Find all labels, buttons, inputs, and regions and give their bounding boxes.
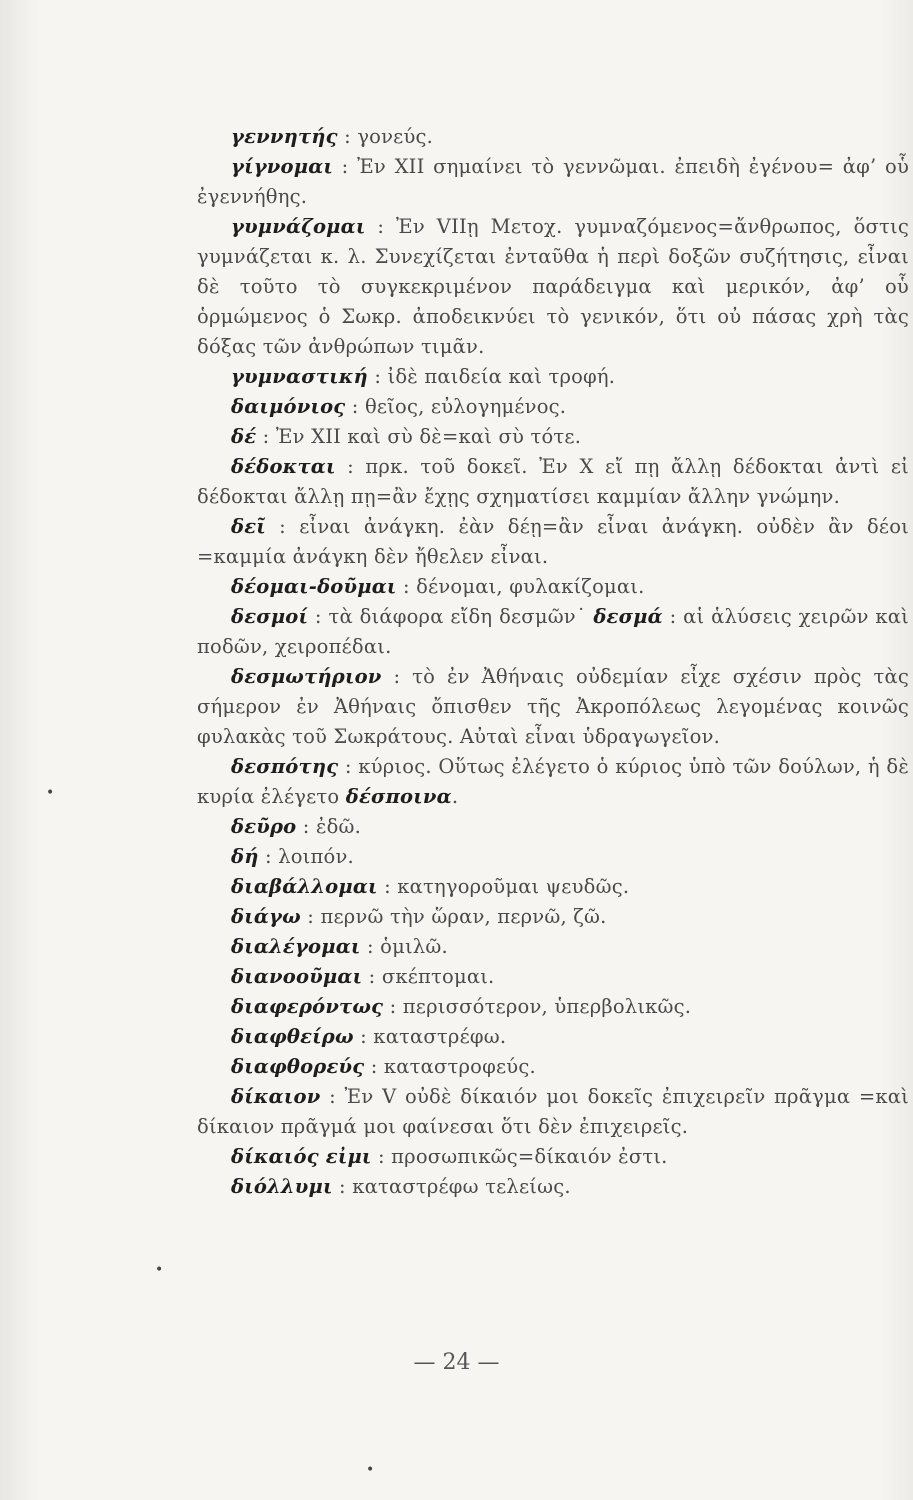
headword: δέ (231, 425, 257, 448)
headword: διαφθορεύς (231, 1055, 365, 1078)
definition: : εἶναι ἀνάγκη. ἐὰν δέῃ=ἂν εἶναι ἀνάγκη. οὐδὲν ἂν δέοι =καμμία ἀνάγκη δὲν ἤθελεν εἶναι. (197, 515, 909, 568)
definition: : λοιπόν. (258, 845, 354, 868)
headword-secondary: δέσποινα (345, 785, 452, 808)
glossary-entry (197, 1052, 909, 1082)
headword: διανοοῦμαι (231, 965, 363, 988)
definition: : πρκ. τοῦ δοκεῖ. Ἐν X εἴ πῃ ἄλλῃ δέδοκται ἀντὶ εἰ δέδοκται ἄλλῃ πῃ=ἂν ἔχῃς σχηματίσει καμμίαν ἄλλην γνώμην. (197, 455, 909, 508)
headword: διαφθείρω (231, 1025, 354, 1048)
glossary-entry (197, 422, 909, 452)
definition: : καταστρέφω. (353, 1025, 507, 1048)
headword: διάγω (231, 905, 301, 928)
headword: δεῦρο (231, 815, 297, 838)
glossary-text (197, 122, 909, 1202)
glossary-entry (197, 362, 909, 392)
definition: : δένομαι, φυλακίζομαι. (396, 575, 645, 598)
margin-dot-icon: • (46, 785, 55, 801)
glossary-entry (197, 1022, 909, 1052)
headword: διαλέγομαι (231, 935, 361, 958)
glossary-entry (197, 962, 909, 992)
definition: : τὸ ἐν Ἀθήναις οὐδεμίαν εἶχε σχέσιν πρὸς τὰς σήμερον ἐν Ἀθήναις ὄπισθεν τῆς Ἀκροπόλεως λεγομένας κοινῶς φυλακὰς τοῦ Σωκράτους. Αὐταὶ εἶναι ὑδραγωγεῖον. (197, 665, 909, 748)
headword: διαβάλλομαι (231, 875, 378, 898)
glossary-entry (197, 812, 909, 842)
headword: γυμνάζομαι (231, 215, 366, 238)
headword: δή (231, 845, 259, 868)
headword: δαιμόνιος (231, 395, 346, 418)
definition: : ὁμιλῶ. (360, 935, 448, 958)
headword: δέομαι-δοῦμαι (231, 575, 397, 598)
headword: γεννητής (231, 125, 338, 148)
definition: : Ἐν VIIῃ Μετοχ. γυμναζόμενος=ἄνθρωπος, ὅστις γυμνάζεται κ. λ. Συνεχίζεται ἐνταῦθα ἡ περὶ δοξῶν συζήτησις, εἶναι δὲ τοῦτο τὸ συγκεκριμένον παράδειγμα καὶ μερικόν, ἀφ’ οὗ ὁρμώμενος ὁ Σωκρ. ἀποδεικνύει τὸ γενικόν, ὅτι οὐ πάσας χρὴ τὰς δόξας τῶν ἀνθρώπων τιμᾶν. (197, 215, 909, 358)
definition: : ἐδῶ. (296, 815, 362, 838)
glossary-entry (197, 992, 909, 1022)
headword: δίκαιον (231, 1085, 321, 1108)
headword: δίκαιός εἰμι (231, 1145, 372, 1168)
definition: : κύριος. Οὕτως ἐλέγετο ὁ κύριος ὑπὸ τῶν δούλων, ἡ δὲ κυρία ἐλέγετο (197, 755, 909, 808)
glossary-entry (197, 572, 909, 602)
definition: : ἰδὲ παιδεία καὶ τροφή. (367, 365, 616, 388)
glossary-entry (197, 452, 909, 512)
glossary-entry (197, 122, 909, 152)
headword: δεσμοί (231, 605, 309, 628)
definition: : προσωπικῶς=δίκαιόν ἐστι. (371, 1145, 668, 1168)
definition: : περισσότερον, ὑπερβολικῶς. (383, 995, 692, 1018)
definition-secondary: . (451, 785, 459, 808)
definition: : Ἐν XII σημαίνει τὸ γεννῶμαι. ἐπειδὴ ἐγένου= ἀφ’ οὗ ἐγεννήθης. (197, 155, 909, 208)
glossary-entry (197, 512, 909, 572)
glossary-entry (197, 602, 909, 662)
definition: : σκέπτομαι. (362, 965, 495, 988)
headword: γίγνομαι (231, 155, 334, 178)
headword: διόλλυμι (231, 1175, 333, 1198)
definition: : Ἐν XII καὶ σὺ δὲ=καὶ σὺ τότε. (256, 425, 582, 448)
definition: : γονεύς. (337, 125, 434, 148)
glossary-entry (197, 872, 909, 902)
headword: γυμναστική (231, 365, 368, 388)
page-number: — 24 — (413, 1350, 500, 1375)
glossary-entry (197, 752, 909, 812)
glossary-entry (197, 1142, 909, 1172)
definition: : τὰ διάφορα εἴδη δεσμῶν˙ (308, 605, 594, 628)
glossary-entry (197, 932, 909, 962)
headword: δεῖ (231, 515, 266, 538)
margin-dot-icon: • (366, 1462, 375, 1478)
glossary-entry (197, 1082, 909, 1142)
headword-secondary: δεσμά (593, 605, 663, 628)
definition: : καταστρέφω τελείως. (332, 1175, 571, 1198)
glossary-entry (197, 212, 909, 362)
headword: δεσπότης (231, 755, 339, 778)
headword: δέδοκται (231, 455, 336, 478)
definition-secondary: : αἱ ἁλύσεις χειρῶν καὶ ποδῶν, χειροπέδαι. (197, 605, 910, 658)
glossary-entry (197, 152, 909, 212)
definition: : περνῶ τὴν ὥραν, περνῶ, ζῶ. (300, 905, 607, 928)
headword: διαφερόντως (231, 995, 384, 1018)
definition: : θεῖος, εὐλογημένος. (345, 395, 567, 418)
glossary-entry (197, 392, 909, 422)
glossary-entry (197, 842, 909, 872)
definition: : Ἐν V οὐδὲ δίκαιόν μοι δοκεῖς ἐπιχειρεῖν πρᾶγμα =καὶ δίκαιον πρᾶγμά μοι φαίνεσαι ὅτι δὲν ἐπιχειρεῖς. (197, 1085, 909, 1138)
glossary-entry (197, 1172, 909, 1202)
glossary-entry (197, 902, 909, 932)
definition: : κατηγοροῦμαι ψευδῶς. (377, 875, 630, 898)
definition: : καταστροφεύς. (364, 1055, 536, 1078)
glossary-entry (197, 662, 909, 752)
headword: δεσμωτήριον (231, 665, 382, 688)
margin-dot-icon: • (155, 1262, 164, 1278)
